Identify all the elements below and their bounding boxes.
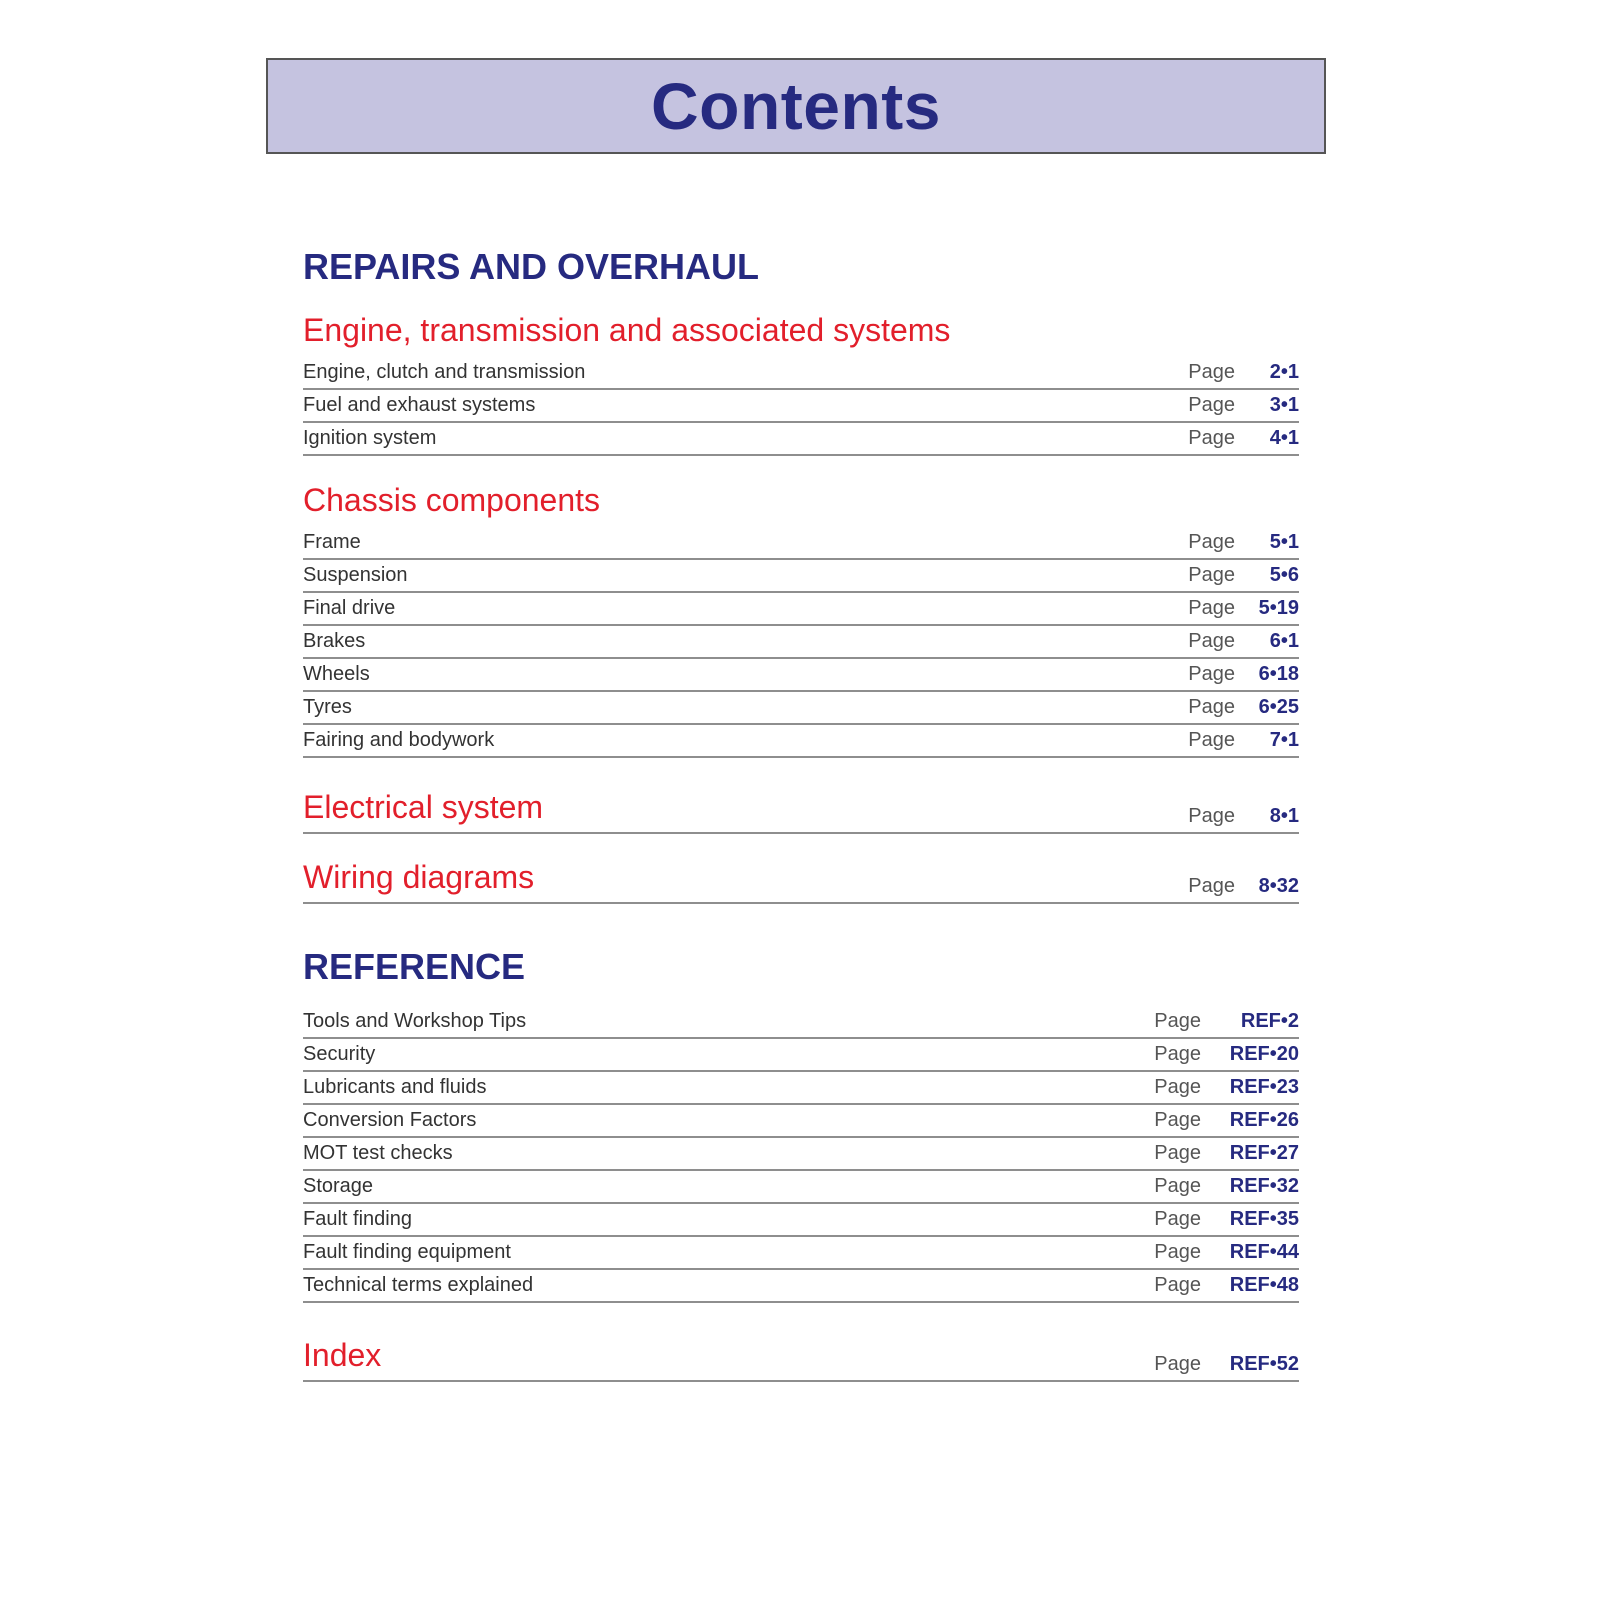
page-number: 6•18 bbox=[1258, 663, 1299, 685]
page-number: REF•44 bbox=[1229, 1241, 1299, 1263]
toc-row[interactable] bbox=[303, 1270, 1299, 1303]
page-word: Page bbox=[1154, 1043, 1201, 1065]
page-word: Page bbox=[1188, 427, 1235, 449]
toc-row-label: Security bbox=[303, 1043, 376, 1065]
toc-row-label: Tools and Workshop Tips bbox=[303, 1010, 527, 1032]
page-number: REF•52 bbox=[1229, 1353, 1299, 1375]
page-word: Page bbox=[1188, 630, 1235, 652]
page-number: 2•1 bbox=[1269, 361, 1299, 383]
page-number: REF•23 bbox=[1229, 1076, 1299, 1098]
toc-row-label: Frame bbox=[303, 531, 361, 553]
page-number: 8•1 bbox=[1269, 805, 1299, 827]
toc-row[interactable] bbox=[303, 725, 1299, 758]
toc-row-wiring[interactable] bbox=[303, 859, 1299, 904]
toc-row[interactable] bbox=[303, 390, 1299, 423]
page-number: 5•6 bbox=[1269, 564, 1299, 586]
toc-row-label: Suspension bbox=[303, 564, 408, 586]
page-word: Page bbox=[1188, 361, 1235, 383]
toc-row[interactable] bbox=[303, 1039, 1299, 1072]
page-number: REF•48 bbox=[1229, 1274, 1299, 1296]
toc-row-label: Tyres bbox=[303, 696, 352, 718]
page-number: 5•1 bbox=[1269, 531, 1299, 553]
toc-row[interactable] bbox=[303, 1204, 1299, 1237]
page-word: Page bbox=[1154, 1142, 1201, 1164]
toc-row-label: Technical terms explained bbox=[303, 1274, 534, 1296]
chassis-section-heading: Chassis components bbox=[303, 482, 601, 518]
page-word: Page bbox=[1154, 1076, 1201, 1098]
page-number: REF•20 bbox=[1229, 1043, 1299, 1065]
toc-row-label: Brakes bbox=[303, 630, 366, 652]
reference-heading: REFERENCE bbox=[303, 946, 526, 987]
index-section-heading: Index bbox=[303, 1337, 382, 1373]
toc-row[interactable] bbox=[303, 1138, 1299, 1171]
toc-row[interactable] bbox=[303, 1237, 1299, 1270]
toc-row[interactable] bbox=[303, 527, 1299, 560]
page-word: Page bbox=[1154, 1274, 1201, 1296]
toc-row[interactable] bbox=[303, 1105, 1299, 1138]
page-number: 4•1 bbox=[1269, 427, 1299, 449]
toc-row[interactable] bbox=[303, 1006, 1299, 1039]
page-word: Page bbox=[1154, 1109, 1201, 1131]
toc-row[interactable] bbox=[303, 423, 1299, 456]
electrical-section-heading: Electrical system bbox=[303, 789, 544, 825]
toc-row-label: Fault finding bbox=[303, 1208, 412, 1230]
toc-row-label: Final drive bbox=[303, 597, 396, 619]
page-number: REF•2 bbox=[1240, 1010, 1299, 1032]
toc-row-label: Fuel and exhaust systems bbox=[303, 394, 536, 416]
page-number: REF•27 bbox=[1229, 1142, 1299, 1164]
page-word: Page bbox=[1188, 729, 1235, 751]
toc-row[interactable] bbox=[303, 692, 1299, 725]
toc-row[interactable] bbox=[303, 593, 1299, 626]
toc-row-label: Conversion Factors bbox=[303, 1109, 477, 1131]
toc-row-label: Fault finding equipment bbox=[303, 1241, 511, 1263]
page-number: REF•32 bbox=[1229, 1175, 1299, 1197]
page-number: REF•26 bbox=[1229, 1109, 1299, 1131]
page-word: Page bbox=[1188, 597, 1235, 619]
toc-row-label: Ignition system bbox=[303, 427, 437, 449]
page-word: Page bbox=[1188, 696, 1235, 718]
toc-row[interactable] bbox=[303, 357, 1299, 390]
toc-row-electrical[interactable] bbox=[303, 789, 1299, 834]
toc-row-label: Storage bbox=[303, 1175, 374, 1197]
toc-row-index[interactable] bbox=[303, 1337, 1299, 1382]
toc-row-label: Lubricants and fluids bbox=[303, 1076, 487, 1098]
toc-row-label: MOT test checks bbox=[303, 1142, 453, 1164]
page-title: Contents bbox=[651, 69, 941, 143]
toc-row[interactable] bbox=[303, 1171, 1299, 1204]
toc-row-label: Wheels bbox=[303, 663, 370, 685]
page-word: Page bbox=[1188, 663, 1235, 685]
toc-row-label: Engine, clutch and transmission bbox=[303, 361, 586, 383]
page-word: Page bbox=[1154, 1241, 1201, 1263]
page-word: Page bbox=[1188, 564, 1235, 586]
page-word: Page bbox=[1188, 805, 1235, 827]
toc-row[interactable] bbox=[303, 626, 1299, 659]
page-word: Page bbox=[1154, 1175, 1201, 1197]
toc-row[interactable] bbox=[303, 659, 1299, 692]
page-number: 6•25 bbox=[1258, 696, 1299, 718]
page-word: Page bbox=[1154, 1010, 1201, 1032]
toc-row[interactable] bbox=[303, 1072, 1299, 1105]
wiring-section-heading: Wiring diagrams bbox=[303, 859, 535, 895]
page-number: 7•1 bbox=[1269, 729, 1299, 751]
page-number: 5•19 bbox=[1258, 597, 1299, 619]
page-number: 6•1 bbox=[1269, 630, 1299, 652]
page-number: REF•35 bbox=[1229, 1208, 1299, 1230]
page-word: Page bbox=[1154, 1208, 1201, 1230]
toc-row-label: Fairing and bodywork bbox=[303, 729, 495, 751]
page-number: 3•1 bbox=[1269, 394, 1299, 416]
page-word: Page bbox=[1154, 1353, 1201, 1375]
page-word: Page bbox=[1188, 394, 1235, 416]
page-word: Page bbox=[1188, 531, 1235, 553]
repairs-heading: REPAIRS AND OVERHAUL bbox=[303, 246, 760, 287]
engine-section-heading: Engine, transmission and associated systems bbox=[303, 312, 951, 348]
page-word: Page bbox=[1188, 875, 1235, 897]
toc-row[interactable] bbox=[303, 560, 1299, 593]
page-number: 8•32 bbox=[1258, 875, 1299, 897]
title-banner bbox=[266, 58, 1326, 154]
